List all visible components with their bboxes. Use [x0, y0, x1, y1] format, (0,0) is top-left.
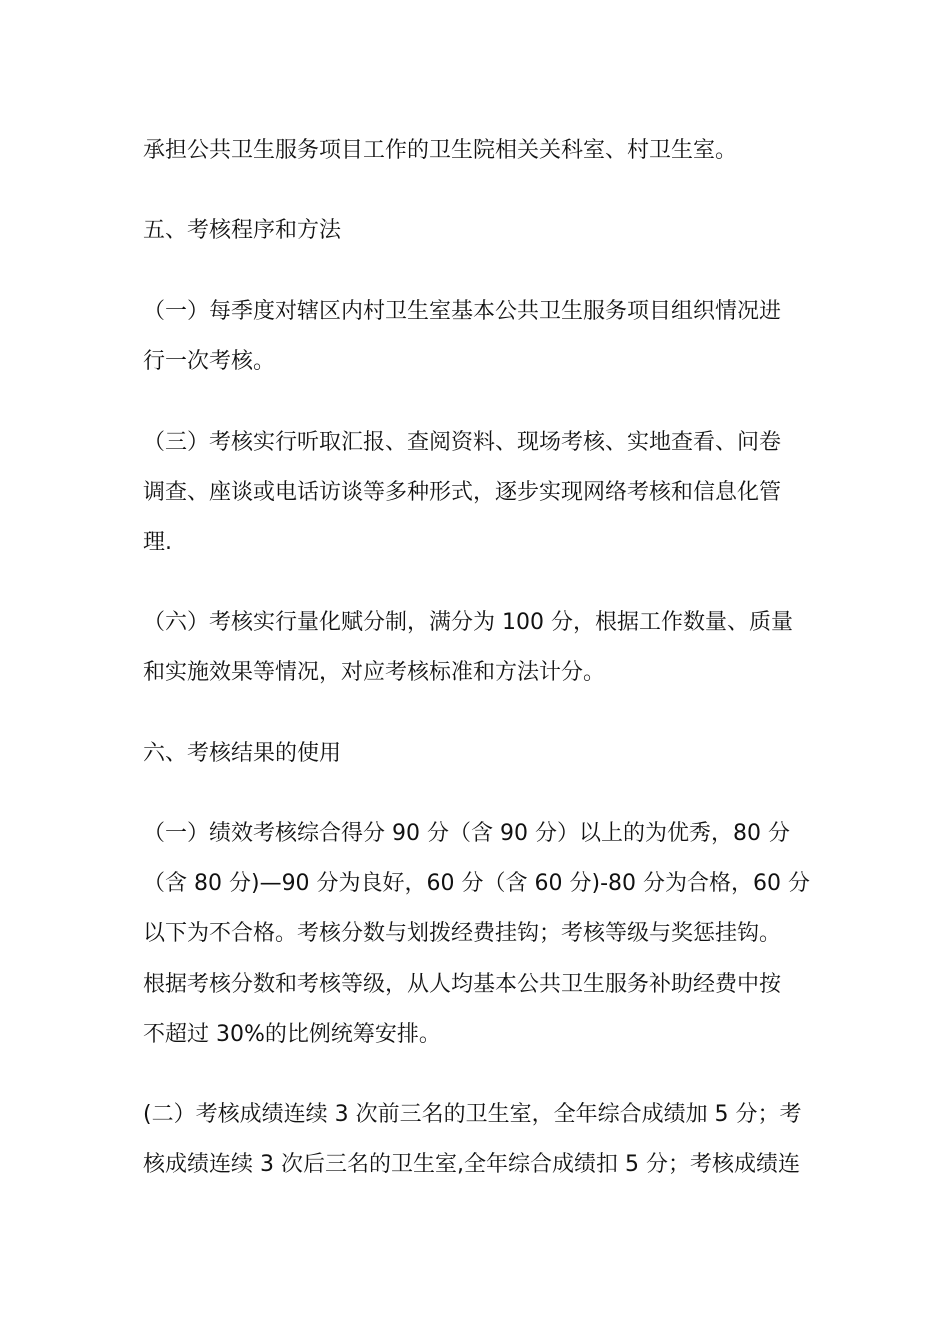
- paragraph-line: 核成绩连续 3 次后三名的卫生室,全年综合成绩扣 5 分；考核成绩连: [143, 1152, 800, 1177]
- paragraph-line: 理.: [143, 530, 172, 555]
- paragraph-line: （一）绩效考核综合得分 90 分（含 90 分）以上的为优秀，80 分: [143, 821, 790, 846]
- paragraph-line: 根据考核分数和考核等级，从人均基本公共卫生服务补助经费中按: [143, 972, 782, 997]
- paragraph-line: （一）每季度对辖区内村卫生室基本公共卫生服务项目组织情况进: [143, 299, 782, 324]
- paragraph-line: 行一次考核。: [143, 349, 276, 374]
- paragraph-line: 承担公共卫生服务项目工作的卫生院相关关科室、村卫生室。: [143, 138, 738, 163]
- paragraph-line: 调查、座谈或电话访谈等多种形式，逐步实现网络考核和信息化管: [143, 480, 782, 505]
- paragraph-line: (二）考核成绩连续 3 次前三名的卫生室，全年综合成绩加 5 分；考: [143, 1102, 802, 1127]
- section-heading: 五、考核程序和方法: [143, 218, 342, 243]
- section-heading: 六、考核结果的使用: [143, 741, 342, 766]
- paragraph-line: （六）考核实行量化赋分制，满分为 100 分，根据工作数量、质量: [143, 610, 793, 635]
- paragraph-line: 不超过 30%的比例统筹安排。: [143, 1022, 441, 1047]
- paragraph-line: （含 80 分)—90 分为良好，60 分（含 60 分)-80 分为合格，60 分: [143, 871, 811, 896]
- paragraph-line: （三）考核实行听取汇报、查阅资料、现场考核、实地查看、问卷: [143, 430, 782, 455]
- paragraph-line: 和实施效果等情况，对应考核标准和方法计分。: [143, 660, 606, 685]
- paragraph-line: 以下为不合格。考核分数与划拨经费挂钩；考核等级与奖惩挂钩。: [143, 921, 782, 946]
